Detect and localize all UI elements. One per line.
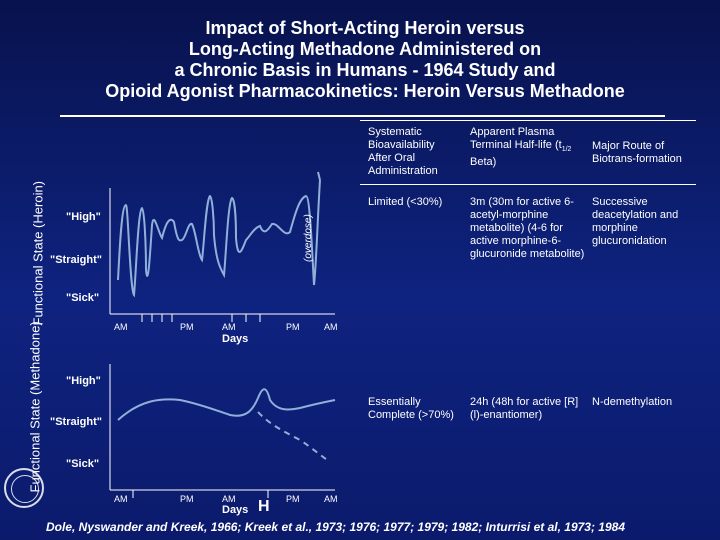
methadone-halflife: 24h (48h for active [R](l)-enantiomer) — [470, 396, 579, 421]
methadone-projected-curve — [258, 412, 330, 462]
heroin-tick-2: PM — [180, 322, 194, 332]
methadone-x-label: Days — [222, 504, 249, 516]
heroin-curve — [118, 180, 320, 295]
heroin-state-sick: "Sick" — [66, 292, 100, 304]
citation-footer: Dole, Nyswander and Kreek, 1966; Kreek et al., 1973; 1976; 1977; 1979; 1982; Inturrisi et al, 1973; 1984 — [46, 520, 625, 534]
heroin-tick-1: AM — [114, 322, 128, 332]
heroin-y-axis-label: Functional State (Heroin) — [30, 180, 46, 326]
heroin-curve-tail — [318, 172, 320, 180]
heroin-tick-5: AM — [324, 322, 338, 332]
heroin-x-label: Days — [222, 333, 249, 345]
methadone-tick-4: PM — [286, 494, 300, 504]
overdose-annotation: (overdose) — [303, 214, 314, 262]
methadone-tick-2: PM — [180, 494, 194, 504]
title-line-3: a Chronic Basis in Humans - 1964 Study and — [174, 60, 556, 80]
methadone-tick-1: AM — [114, 494, 128, 504]
header-bioavailability: Systematic Bioavailability After Oral Administration — [368, 126, 438, 177]
methadone-y-axis-label: Functional State (Methadone) — [27, 321, 43, 493]
heroin-route: Successive deacetylation and morphine glucuronidation — [592, 196, 679, 247]
title-line-1: Impact of Short-Acting Heroin versus — [205, 18, 525, 38]
methadone-state-straight: "Straight" — [50, 416, 102, 428]
methadone-h-marker: H — [258, 498, 270, 515]
header-halflife: Apparent Plasma Terminal Half-life ($t_{1/2}$ Beta) — [470, 126, 572, 169]
header-route: Major Route of Biotrans-formation — [592, 140, 682, 165]
heroin-tick-4: PM — [286, 322, 300, 332]
methadone-bioavailability: Essentially Complete (>70%) — [368, 396, 454, 421]
heroin-dose-arrows — [142, 314, 260, 322]
heroin-bioavailability: Limited (<30%) — [368, 196, 443, 208]
methadone-curve — [118, 389, 335, 420]
heroin-tick-3: AM — [222, 322, 236, 332]
heroin-state-straight: "Straight" — [50, 254, 102, 266]
university-seal — [4, 468, 44, 508]
methadone-tick-3: AM — [222, 494, 236, 504]
title-line-4: Opioid Agonist Pharmacokinetics: Heroin Versus Methadone — [105, 81, 625, 101]
methadone-route: N-demethylation — [592, 396, 673, 408]
methadone-state-high: "High" — [66, 375, 101, 387]
methadone-tick-5: AM — [324, 494, 338, 504]
methadone-state-sick: "Sick" — [66, 458, 100, 470]
heroin-halflife: 3m (30m for active 6-acetyl-morphine metabolite) (4-6 for active morphine-6-glucuronide metabolite) — [470, 196, 585, 260]
heroin-state-high: "High" — [66, 211, 101, 223]
title-line-2: Long-Acting Methadone Administered on — [188, 39, 542, 59]
